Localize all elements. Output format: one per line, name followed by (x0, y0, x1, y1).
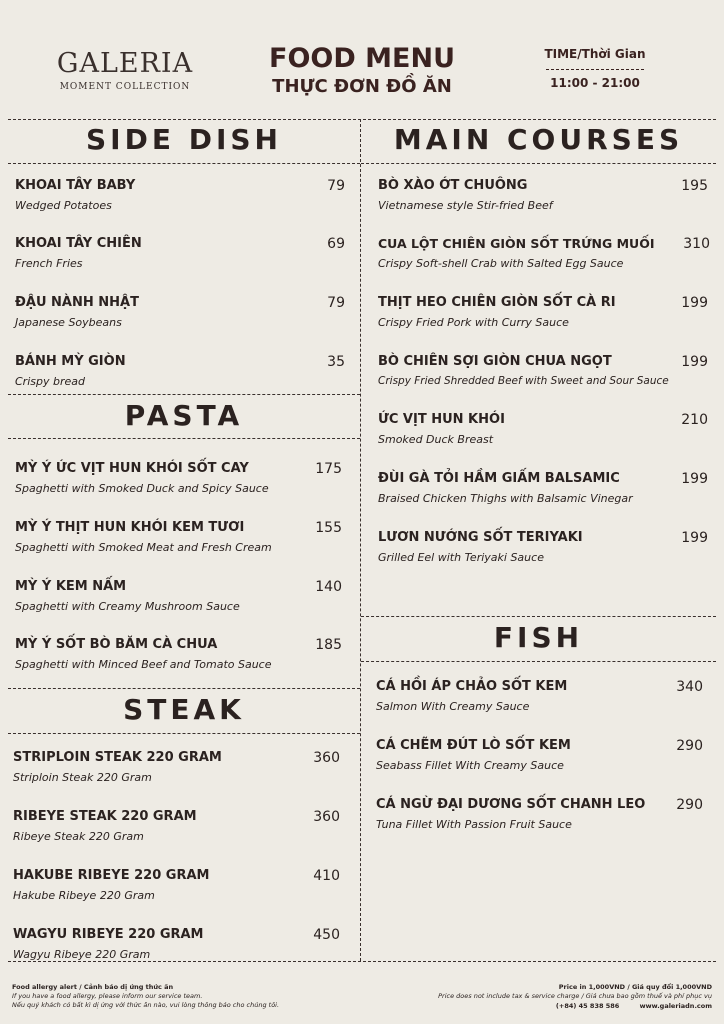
menu-title-block (240, 44, 484, 97)
item-name: KHOAI TÂY CHIÊN (15, 236, 142, 251)
item-name: ỨC VỊT HUN KHÓI (378, 412, 505, 427)
item-name: MỲ Ý SỐT BÒ BĂM CÀ CHUA (15, 637, 218, 652)
menu-item (15, 236, 345, 270)
menu-item (376, 679, 703, 713)
item-price: 340 (676, 679, 703, 695)
item-price: 290 (676, 797, 703, 813)
item-price: 410 (313, 868, 340, 884)
item-name: BÒ CHIÊN SỢI GIÒN CHUA NGỌT (378, 354, 612, 369)
allergy-notice (12, 982, 372, 1010)
item-name: KHOAI TÂY BABY (15, 178, 136, 193)
item-description: Spaghetti with Creamy Mushroom Sauce (15, 600, 240, 613)
menu-item (15, 354, 345, 388)
price-currency-note: Price in 1,000VND / Giá quy đổi 1,000VND (558, 983, 712, 991)
menu-item (13, 927, 340, 961)
divider-top (8, 119, 716, 120)
divider-side-dish-title (8, 163, 360, 164)
item-description: Crispy bread (15, 375, 85, 388)
item-price: 210 (681, 412, 708, 428)
menu-subtitle: THỰC ĐƠN ĐỒ ĂN (272, 76, 452, 97)
menu-item (378, 471, 708, 505)
item-description: French Fries (15, 257, 83, 270)
divider-main-courses-title (361, 163, 716, 164)
divider-fish-title (361, 661, 716, 662)
item-description: Spaghetti with Smoked Meat and Fresh Cream (15, 541, 272, 554)
tax-note: Price does not include tax & service charge / Giá chưa bao gồm thuế và phí phục vụ (438, 992, 712, 1000)
menu-item (13, 868, 340, 902)
item-description: Crispy Fried Pork with Curry Sauce (378, 316, 569, 329)
item-price: 195 (681, 178, 708, 194)
item-description: Japanese Soybeans (15, 316, 122, 329)
item-description: Wedged Potatoes (15, 199, 112, 212)
brand-name: GALERIA (56, 48, 194, 79)
item-description: Hakube Ribeye 220 Gram (13, 889, 155, 902)
menu-item (376, 797, 703, 831)
item-description: Spaghetti with Minced Beef and Tomato Sauce (15, 658, 272, 671)
item-description: Ribeye Steak 220 Gram (13, 830, 144, 843)
time-divider (546, 69, 644, 70)
item-description: Vietnamese style Stir-fried Beef (378, 199, 553, 212)
brand-logo (55, 50, 195, 92)
item-description: Wagyu Ribeye 220 Gram (13, 948, 151, 961)
divider-pasta-top (8, 394, 360, 395)
item-name: STRIPLOIN STEAK 220 GRAM (13, 750, 222, 765)
item-description: Seabass Fillet With Creamy Sauce (376, 759, 564, 772)
item-price: 310 (683, 236, 710, 252)
item-name: MỲ Ý THỊT HUN KHÓI KEM TƯƠI (15, 520, 245, 535)
item-name: BÒ XÀO ỚT CHUÔNG (378, 178, 528, 193)
item-price: 360 (313, 750, 340, 766)
menu-item (376, 738, 703, 772)
item-description: Striploin Steak 220 Gram (13, 771, 152, 784)
item-name: CÁ CHẼM ĐÚT LÒ SỐT KEM (376, 738, 571, 753)
item-name: ĐẬU NÀNH NHẬT (15, 295, 139, 310)
item-name: LƯƠN NƯỚNG SỐT TERIYAKI (378, 530, 583, 545)
item-name: HAKUBE RIBEYE 220 GRAM (13, 868, 210, 883)
section-title-main-courses: MAIN COURSES (393, 123, 684, 156)
menu-header (0, 0, 724, 115)
item-price: 199 (681, 530, 708, 546)
contact-row (332, 1001, 712, 1011)
item-price: 79 (327, 178, 345, 194)
menu-item (378, 295, 708, 329)
item-price: 140 (315, 579, 342, 595)
menu-item (378, 236, 710, 270)
menu-item (15, 637, 342, 671)
allergy-text-en: If you have a food allergy, please inform our service team. (12, 992, 203, 1000)
item-description: Braised Chicken Thighs with Balsamic Vinegar (378, 492, 633, 505)
item-description: Grilled Eel with Teriyaki Sauce (378, 551, 544, 564)
item-price: 199 (681, 295, 708, 311)
item-description: Smoked Duck Breast (378, 433, 494, 446)
item-price: 35 (327, 354, 345, 370)
item-description: Salmon With Creamy Sauce (376, 700, 530, 713)
allergy-title: Food allergy alert / Cảnh báo dị ứng thức ăn (12, 983, 174, 991)
divider-steak-top (8, 688, 360, 689)
menu-item (378, 530, 708, 564)
item-price: 155 (315, 520, 342, 536)
divider-pasta-title (8, 438, 360, 439)
time-value: 11:00 - 21:00 (550, 76, 640, 90)
item-price: 360 (313, 809, 340, 825)
item-price: 185 (315, 637, 342, 653)
menu-item (378, 412, 708, 446)
item-price: 199 (681, 354, 708, 370)
brand-subtitle: MOMENT COLLECTION (59, 82, 191, 92)
item-name: RIBEYE STEAK 220 GRAM (13, 809, 197, 824)
phone-number: (+84) 45 838 586 (555, 1002, 620, 1010)
divider-vertical (360, 119, 361, 961)
menu-item (378, 354, 708, 388)
menu-item (15, 295, 345, 329)
item-name: ĐÙI GÀ TỎI HẦM GIẤM BALSAMIC (378, 471, 620, 486)
item-price: 79 (327, 295, 345, 311)
item-description: Crispy Soft-shell Crab with Salted Egg Sauce (378, 257, 624, 270)
menu-item (378, 178, 708, 212)
item-price: 199 (681, 471, 708, 487)
item-description: Crispy Fried Shredded Beef with Sweet and Sour Sauce (378, 375, 669, 387)
item-name: THỊT HEO CHIÊN GIÒN SỐT CÀ RI (378, 295, 616, 310)
menu-item (15, 520, 342, 554)
menu-item (15, 579, 342, 613)
item-name: CUA LỘT CHIÊN GIÒN SỐT TRỨNG MUỐI (378, 236, 655, 251)
item-name: CÁ NGỪ ĐẠI DƯƠNG SỐT CHANH LEO (376, 797, 646, 812)
menu-item (13, 809, 340, 843)
allergy-text-vi: Nếu quý khách có bất kì dị ứng với thức ăn nào, vui lòng thông báo cho chúng tôi. (12, 1001, 280, 1009)
item-name: CÁ HỒI ÁP CHẢO SỐT KEM (376, 679, 568, 694)
item-name: MỲ Ý ỨC VỊT HUN KHÓI SỐT CAY (15, 461, 249, 476)
item-description: Spaghetti with Smoked Duck and Spicy Sauce (15, 482, 269, 495)
divider-fish-top (361, 616, 716, 617)
item-price: 69 (327, 236, 345, 252)
opening-hours (540, 47, 650, 90)
item-price: 450 (313, 927, 340, 943)
divider-bottom (8, 961, 716, 962)
section-title-steak: STEAK (123, 693, 245, 726)
section-title-pasta: PASTA (124, 399, 244, 432)
menu-title: FOOD MENU (269, 43, 455, 74)
item-name: MỲ Ý KEM NẤM (15, 579, 127, 594)
menu-item (15, 178, 345, 212)
item-name: WAGYU RIBEYE 220 GRAM (13, 927, 204, 942)
item-price: 175 (315, 461, 342, 477)
item-name: BÁNH MỲ GIÒN (15, 354, 126, 369)
time-label: TIME/Thời Gian (544, 47, 646, 61)
item-price: 290 (676, 738, 703, 754)
menu-item (15, 461, 342, 495)
item-description: Tuna Fillet With Passion Fruit Sauce (376, 818, 572, 831)
website-link[interactable]: www.galeriadn.com (639, 1002, 712, 1010)
section-title-fish: FISH (493, 621, 584, 654)
menu-item (13, 750, 340, 784)
divider-steak-title (8, 733, 360, 734)
section-title-side-dish: SIDE DISH (86, 123, 282, 156)
price-notice (332, 982, 712, 1011)
